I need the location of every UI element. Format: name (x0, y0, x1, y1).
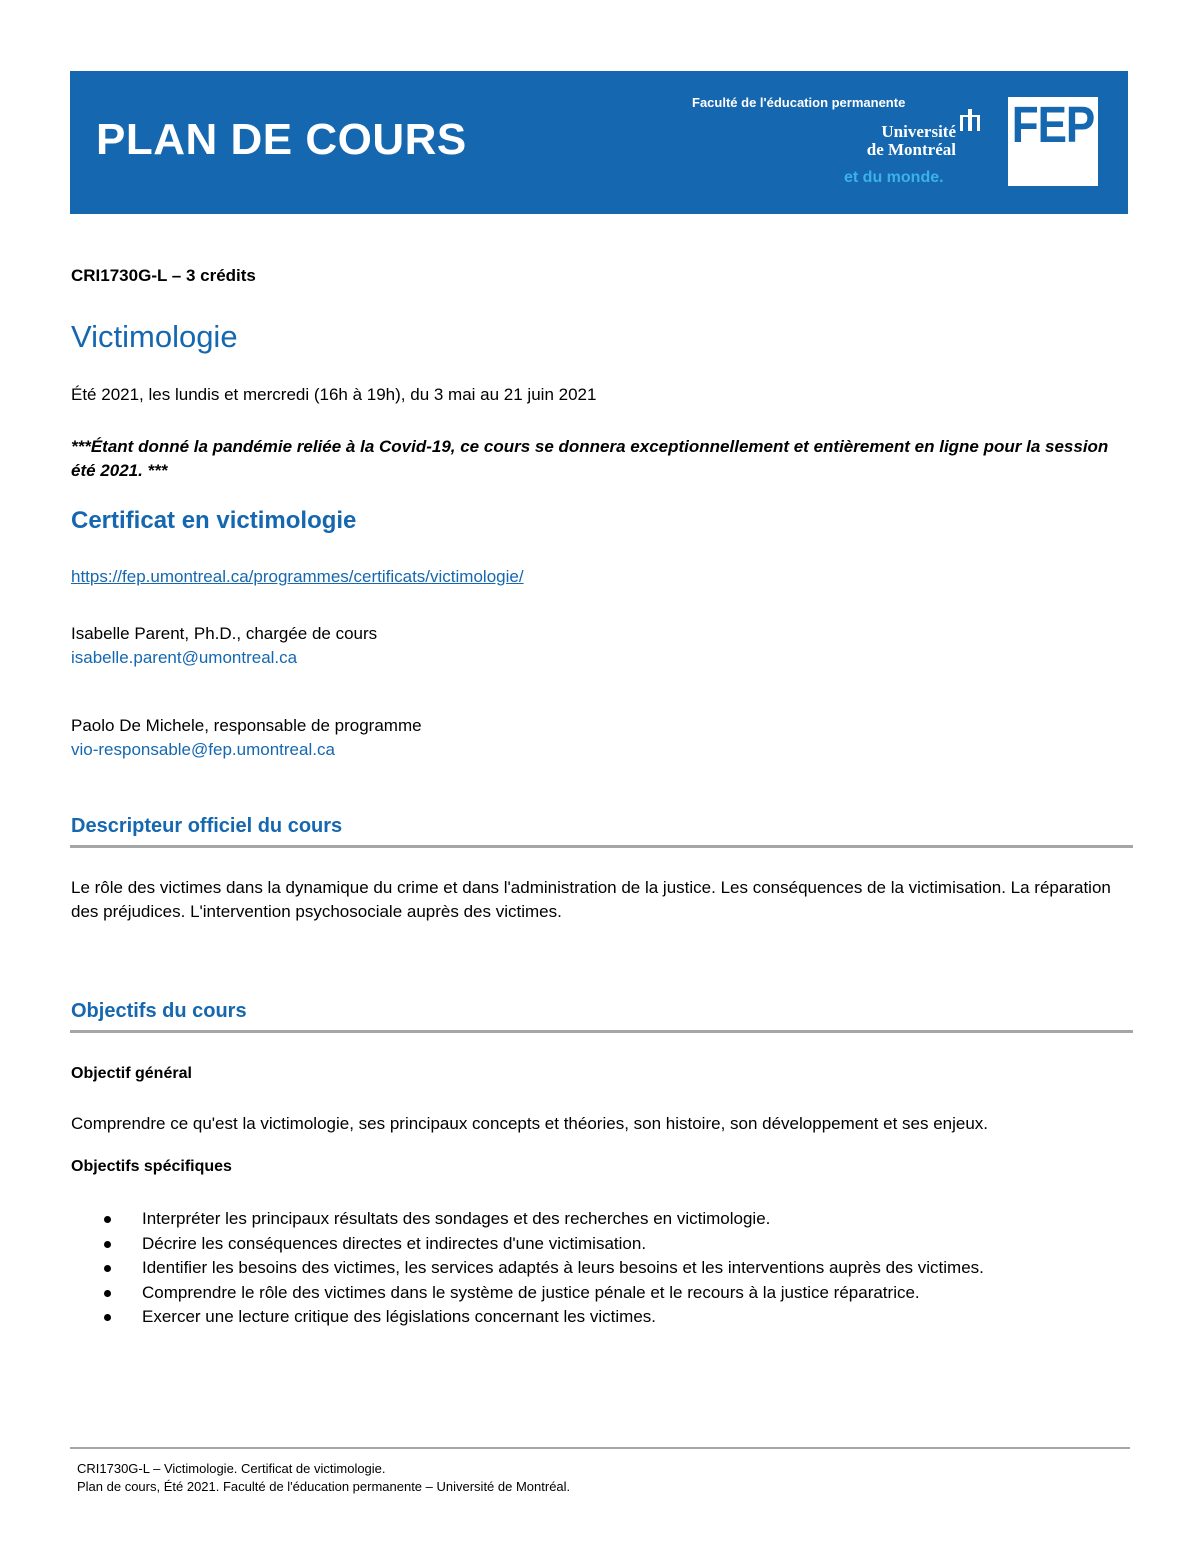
list-item (100, 1305, 984, 1330)
university-logo (842, 107, 982, 161)
fep-logo-text: FEP (1011, 97, 1095, 154)
tagline: et du monde. (844, 169, 944, 186)
faculty-name: Faculté de l'éducation permanente (692, 95, 906, 110)
instructor-name: Isabelle Parent, Ph.D., chargée de cours (71, 624, 378, 643)
list-item (100, 1232, 984, 1257)
instructor-email[interactable]: isabelle.parent@umontreal.ca (71, 648, 298, 667)
university-name (867, 123, 956, 159)
covid-note: ***Étant donné la pandémie reliée à la Covid-19, ce cours se donnera exceptionnellement et entièrement en ligne pour la session été 2021. *** (71, 437, 1109, 480)
header-banner (70, 71, 1128, 214)
list-item-text: Comprendre le rôle des victimes dans le système de justice pénale et le recours à la justice réparatrice. (142, 1282, 920, 1302)
university-name-line2: de Montréal (866, 140, 956, 159)
section-divider (70, 845, 1133, 848)
footer-line-1: CRI1730G-L – Victimologie. Certificat de victimologie. (77, 1461, 386, 1476)
section-divider (70, 1030, 1133, 1033)
objectives-title: Objectifs du cours (71, 1000, 247, 1022)
certificate-title: Certificat en victimologie (71, 507, 357, 534)
course-code-credits: CRI1730G-L – 3 crédits (71, 266, 256, 285)
descriptor-text: Le rôle des victimes dans la dynamique du crime et dans l'administration de la justice. Les conséquences de la victimisation. La réparation des préjudices. L'intervention psychosociale auprès des victimes. (71, 878, 1111, 921)
course-title: Victimologie (71, 319, 238, 354)
list-item (100, 1281, 984, 1306)
footer-line-2: Plan de cours, Été 2021. Faculté de l'éducation permanente – Université de Montréal. (77, 1479, 571, 1494)
program-manager-email[interactable]: vio-responsable@fep.umontreal.ca (71, 740, 335, 759)
specific-objectives-list (100, 1207, 984, 1330)
list-item-text: Exercer une lecture critique des législations concernant les victimes. (142, 1307, 657, 1326)
list-item (100, 1256, 984, 1281)
bullet-icon (104, 1314, 111, 1321)
university-name-line1: Université (881, 122, 956, 141)
specific-objectives-heading: Objectifs spécifiques (71, 1158, 232, 1175)
list-item (100, 1207, 984, 1232)
bullet-icon (104, 1241, 111, 1248)
descriptor-title: Descripteur officiel du cours (71, 815, 343, 837)
list-item-text: Décrire les conséquences directes et indirectes d'une victimisation. (142, 1233, 647, 1253)
list-item-text: Interpréter les principaux résultats des sondages et des recherches en victimologie. (142, 1209, 771, 1228)
general-objective-heading: Objectif général (71, 1065, 192, 1082)
program-manager-name: Paolo De Michele, responsable de programme (71, 716, 422, 735)
fep-logo (1008, 97, 1098, 186)
course-session: Été 2021, les lundis et mercredi (16h à 19h), du 3 mai au 21 juin 2021 (71, 385, 597, 404)
university-building-icon (958, 109, 982, 131)
bullet-icon (104, 1265, 111, 1272)
bullet-icon (104, 1290, 111, 1297)
certificate-link[interactable]: https://fep.umontreal.ca/programmes/certificats/victimologie/ (71, 567, 524, 586)
page-title: PLAN DE COURS (96, 115, 467, 164)
list-item-text: Identifier les besoins des victimes, les services adaptés à leurs besoins et les interventions auprès des victimes. (142, 1258, 984, 1277)
general-objective-text: Comprendre ce qu'est la victimologie, ses principaux concepts et théories, son histoire, son développement et ses enjeux. (71, 1114, 989, 1133)
footer-divider (70, 1447, 1130, 1449)
bullet-icon (104, 1216, 111, 1223)
